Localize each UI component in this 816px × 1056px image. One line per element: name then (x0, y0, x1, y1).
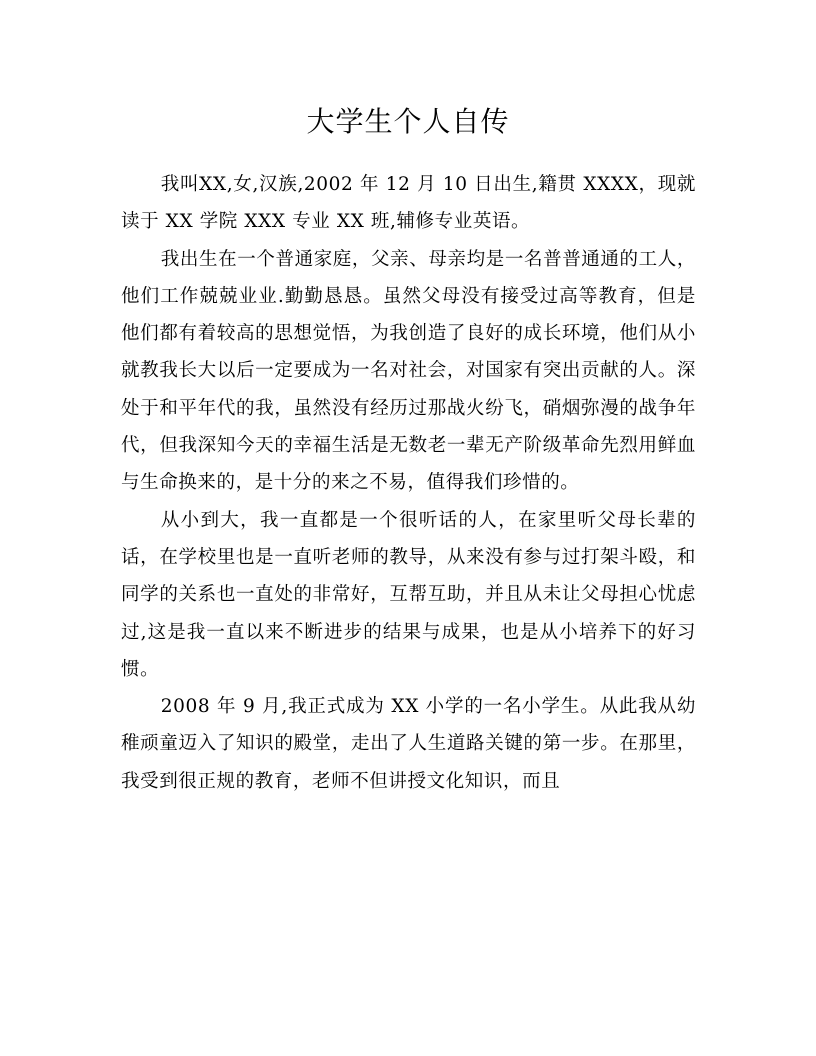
paragraph-primary-school: 2008 年 9 月,我正式成为 XX 小学的一名小学生。从此我从幼稚顽童迈入了知识的殿堂，走出了人生道路关键的第一步。在那里，我受到很正规的教育，老师不但讲授文化知识，而且 (121, 696, 696, 792)
document-body (121, 166, 696, 800)
paragraph-intro: 我叫XX,女,汉族,2002 年 12 月 10 日出生,籍贯 XXXX，现就读于 XX 学院 XXX 专业 XX 班,辅修专业英语。 (121, 174, 696, 233)
paragraph-family: 我出生在一个普通家庭，父亲、母亲均是一名普普通通的工人，他们工作兢兢业业.勤勤恳恳。虽然父母没有接受过高等教育，但是他们都有着较高的思想觉悟，为我创造了良好的成长环境，他们从小就教我长大以后一定要成为一名对社会，对国家有突出贡献的人。深处于和平年代的我，虽然没有经历过那战火纷飞，硝烟弥漫的战争年代，但我深知今天的幸福生活是无数老一辈无产阶级革命先烈用鲜血与生命换来的，是十分的来之不易，值得我们珍惜的。 (121, 248, 696, 494)
document-title: 大学生个人自传 (306, 105, 510, 138)
paragraph-character: 从小到大，我一直都是一个很听话的人，在家里听父母长辈的话，在学校里也是一直听老师的教导，从来没有参与过打架斗殴，和同学的关系也一直处的非常好，互帮互助，并且从未让父母担心忧虑过,这是我一直以来不断进步的结果与成果，也是从小培养下的好习惯。 (121, 509, 696, 680)
